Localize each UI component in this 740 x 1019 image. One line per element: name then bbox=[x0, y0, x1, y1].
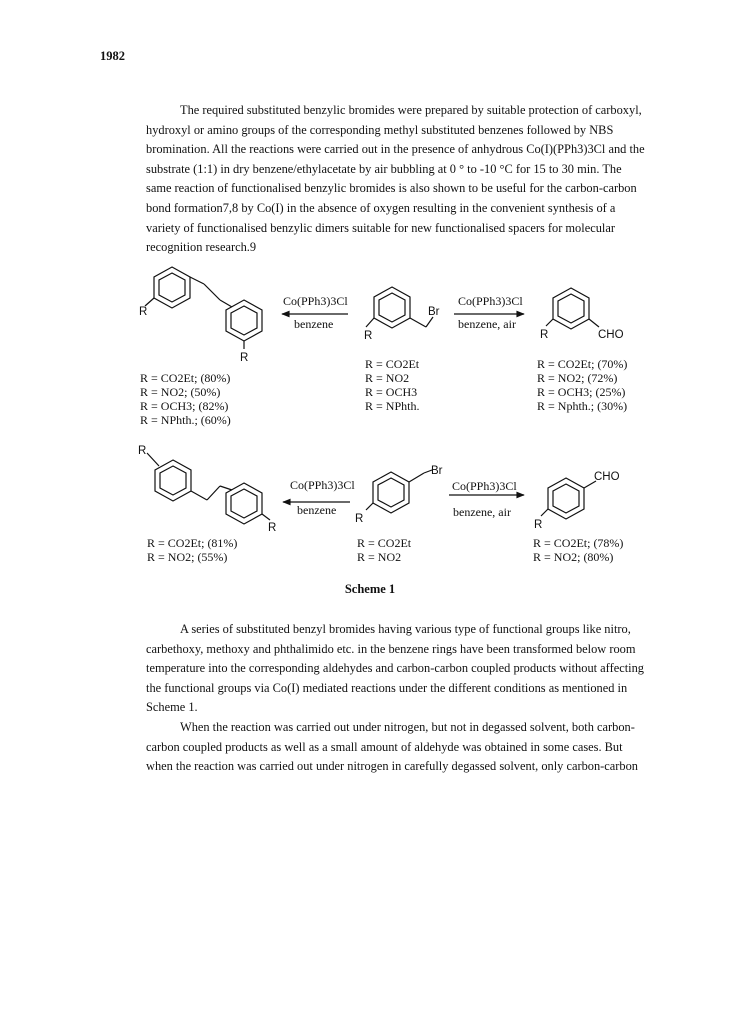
substituent-label: R bbox=[364, 330, 373, 342]
aldehyde-yield-item: R = NO2; (72%) bbox=[537, 371, 618, 385]
paragraph-1-line: variety of functionalised benzylic dimers suitable for new functionalised spacers for molecular bbox=[146, 220, 615, 235]
substituent-label: R bbox=[139, 306, 148, 318]
dimer-yield-item: R = NO2; (55%) bbox=[147, 550, 228, 564]
substituent-label: R bbox=[268, 522, 277, 534]
bromide-item: R = NO2 bbox=[365, 371, 410, 385]
aldehyde-label: CHO bbox=[598, 329, 624, 341]
bromo-label: Br bbox=[431, 465, 443, 477]
aldehyde-para-structure bbox=[541, 478, 596, 519]
aldehyde-yield-item: R = CO2Et; (78%) bbox=[533, 536, 624, 550]
paragraph-1-line: The required substituted benzylic bromides were prepared by suitable protection of carboxyl, bbox=[180, 103, 642, 117]
page-number: 1982 bbox=[100, 49, 125, 63]
paragraph-2-line: Scheme 1. bbox=[146, 700, 198, 715]
aldehyde-yield-item: R = Nphth.; (30%) bbox=[537, 399, 628, 413]
reagent-label: Co(PPh3)3Cl bbox=[452, 479, 517, 493]
substituent-label: R bbox=[540, 329, 549, 341]
solvent-label: benzene, air bbox=[453, 505, 511, 519]
paragraph-1-line: same reaction of functionalised benzylic bromides is also shown to be useful for the carbon-carbon bbox=[146, 181, 637, 196]
paragraph-3-line: When the reaction was carried out under nitrogen, but not in degassed solvent, both carbon- bbox=[180, 720, 635, 734]
dimer-para-structure bbox=[147, 453, 270, 524]
dimer-yield-item: R = CO2Et; (80%) bbox=[140, 371, 231, 385]
bromide-item: R = OCH3 bbox=[365, 385, 418, 399]
bromo-label: Br bbox=[428, 306, 440, 318]
paragraph-1-line: recognition research.9 bbox=[146, 240, 257, 255]
reagent-label: Co(PPh3)3Cl bbox=[458, 294, 523, 308]
paragraph-2-line: temperature into the corresponding aldehydes and carbon-carbon coupled products without affecting bbox=[146, 661, 644, 676]
dimer-yield-item: R = OCH3; (82%) bbox=[140, 399, 229, 413]
scheme-caption: Scheme 1 bbox=[344, 582, 396, 596]
solvent-label: benzene bbox=[294, 317, 334, 331]
dimer-yield-item: R = NO2; (50%) bbox=[140, 385, 221, 399]
bromide-item: R = NO2 bbox=[357, 550, 402, 564]
aldehyde-yield-item: R = NO2; (80%) bbox=[533, 550, 614, 564]
paragraph-2-line: the functional groups via Co(I) mediated reactions under the different conditions as mentioned in bbox=[146, 680, 628, 695]
paragraph-3 bbox=[146, 718, 639, 777]
paragraph-1-line: hydroxyl or amino groups of the corresponding methyl substituted benzenes followed by NBS bbox=[146, 122, 614, 137]
substituent-label: R bbox=[534, 519, 543, 531]
aldehyde-yield-item: R = CO2Et; (70%) bbox=[537, 357, 628, 371]
substituent-label: R bbox=[240, 352, 249, 364]
reagent-label: Co(PPh3)3Cl bbox=[290, 478, 355, 492]
dimer-yield-item: R = CO2Et; (81%) bbox=[147, 536, 238, 550]
paragraph-2-line: carbethoxy, methoxy and phthalimido etc. in the benzene rings have been transformed below room bbox=[146, 641, 636, 656]
solvent-label: benzene, air bbox=[458, 317, 516, 331]
paragraph-2 bbox=[146, 620, 644, 718]
solvent-label: benzene bbox=[297, 503, 337, 517]
paragraph-1-line: bond formation7,8 by Co(I) in the absence of oxygen resulting in the convenient synthesis of a bbox=[146, 200, 616, 215]
aldehyde-yield-item: R = OCH3; (25%) bbox=[537, 385, 626, 399]
bromide-para-structure bbox=[366, 470, 432, 513]
dimer-meta-structure bbox=[145, 267, 262, 349]
paragraph-3-line: carbon coupled products as well as a small amount of aldehyde was obtained in some cases. But bbox=[146, 739, 623, 754]
bromide-item: R = CO2Et bbox=[365, 357, 420, 371]
substituent-label: R bbox=[138, 445, 147, 457]
paragraph-3-line: when the reaction was carried out under nitrogen in carefully degassed solvent, only carbon-carbon bbox=[146, 759, 639, 774]
bromide-item: R = NPhth. bbox=[365, 399, 420, 413]
reagent-label: Co(PPh3)3Cl bbox=[283, 294, 348, 308]
paragraph-1-line: bromination. All the reactions were carried out in the presence of anhydrous Co(I)(PPh3)3Cl and the bbox=[146, 142, 645, 157]
substituent-label: R bbox=[355, 513, 364, 525]
paragraph-1-line: substrate (1:1) in dry benzene/ethylacetate by air bubbling at 0 ° to -10 °C for 15 to 30 min. The bbox=[146, 161, 622, 176]
aldehyde-label: CHO bbox=[594, 471, 620, 483]
dimer-yield-item: R = NPhth.; (60%) bbox=[140, 413, 231, 427]
aldehyde-meta-structure bbox=[546, 288, 599, 329]
bromide-meta-structure bbox=[366, 287, 433, 328]
paragraph-2-line: A series of substituted benzyl bromides having various type of functional groups like nitro, bbox=[180, 622, 631, 636]
bromide-item: R = CO2Et bbox=[357, 536, 412, 550]
